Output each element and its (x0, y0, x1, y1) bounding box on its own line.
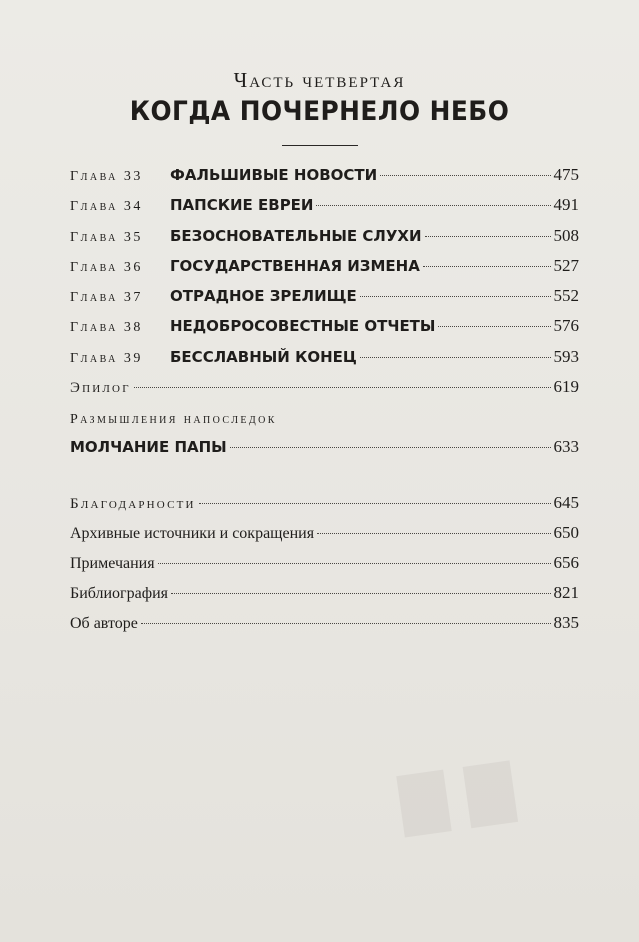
chapter-label: Глава 36 (70, 260, 143, 275)
dot-leader (134, 387, 551, 388)
back-matter-label: Благодарности (70, 496, 196, 512)
toc-row-epilogue[interactable] (70, 377, 579, 403)
toc-row-chapter-33[interactable] (70, 165, 579, 191)
chapter-title: ПАПСКИЕ ЕВРЕИ (170, 196, 314, 214)
back-matter-label: Архивные источники и сокращения (70, 525, 315, 542)
toc-row-archives[interactable] (70, 523, 579, 549)
page-number: 619 (553, 377, 579, 396)
back-matter-label: Примечания (70, 555, 155, 572)
chapter-label: Глава 39 (70, 351, 143, 366)
page-number: 593 (553, 347, 579, 366)
page-number: 508 (553, 226, 579, 245)
dot-leader (438, 326, 550, 327)
toc-row-bibliography[interactable] (70, 583, 579, 609)
page-number: 475 (553, 165, 579, 184)
part-kicker: Часть четвертая (233, 68, 406, 92)
toc-row-chapter-36[interactable] (70, 256, 579, 282)
epilogue-label: Эпилог (70, 380, 131, 396)
chapter-label: Глава 33 (70, 169, 143, 184)
chapter-label: Глава 38 (70, 320, 143, 335)
back-matter-label: Об авторе (70, 615, 138, 632)
page-number: 576 (553, 316, 579, 335)
dot-leader (171, 593, 551, 594)
toc-row-chapter-39[interactable] (70, 347, 579, 373)
chapter-label: Глава 34 (70, 199, 143, 214)
dot-leader (360, 296, 551, 297)
toc-row-chapter-34[interactable] (70, 195, 579, 221)
title-divider (282, 145, 358, 146)
toc-row-chapter-38[interactable] (70, 316, 579, 342)
dot-leader (141, 623, 551, 624)
chapter-title: НЕДОБРОСОВЕСТНЫЕ ОТЧЕТЫ (170, 317, 436, 335)
toc-row-chapter-37[interactable] (70, 286, 579, 312)
page-number: 527 (553, 256, 579, 275)
page-number: 491 (553, 195, 579, 214)
chapter-title: БЕССЛАВНЫЙ КОНЕЦ (170, 348, 357, 366)
reflections-title: МОЛЧАНИЕ ПАПЫ (70, 438, 227, 456)
page-number: 645 (553, 493, 579, 512)
page-number: 821 (553, 583, 579, 602)
chapter-label: Глава 37 (70, 290, 143, 305)
toc-row-acknowledgments[interactable] (70, 493, 579, 519)
page-number: 633 (553, 437, 579, 456)
dot-leader (423, 266, 551, 267)
dot-leader (360, 357, 551, 358)
dot-leader (158, 563, 551, 564)
page-number: 650 (553, 523, 579, 542)
dot-leader (317, 533, 550, 534)
chapter-label: Глава 35 (70, 230, 143, 245)
dot-leader (199, 503, 551, 504)
dot-leader (380, 175, 550, 176)
chapter-title: ОТРАДНОЕ ЗРЕЛИЩЕ (170, 287, 357, 305)
bleed-through-ghost: ▇ ▇ (395, 752, 518, 838)
page-number: 835 (553, 613, 579, 632)
page-number: 656 (553, 553, 579, 572)
toc-row-notes[interactable] (70, 553, 579, 579)
chapter-title: ГОСУДАРСТВЕННАЯ ИЗМЕНА (170, 257, 420, 275)
page-number: 552 (553, 286, 579, 305)
reflections-kicker: Размышления напоследок (70, 412, 277, 427)
dot-leader (425, 236, 551, 237)
chapter-title: БЕЗОСНОВАТЕЛЬНЫЕ СЛУХИ (170, 227, 422, 245)
part-title: КОГДА ПОЧЕРНЕЛО НЕБО (129, 96, 510, 127)
dot-leader (316, 205, 550, 206)
back-matter-label: Библиография (70, 585, 168, 602)
toc-row-chapter-35[interactable] (70, 226, 579, 252)
dot-leader (230, 447, 551, 448)
toc-row-about-author[interactable] (70, 613, 579, 639)
chapter-title: ФАЛЬШИВЫЕ НОВОСТИ (170, 166, 378, 184)
toc-row-reflections[interactable] (70, 437, 579, 463)
